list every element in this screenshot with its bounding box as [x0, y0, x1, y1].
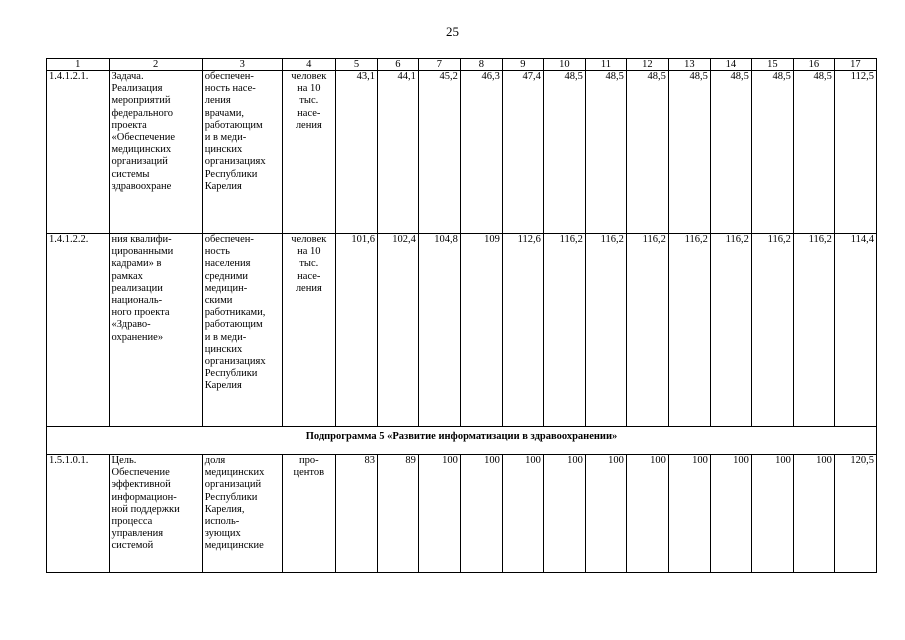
- row-value: 100: [543, 455, 585, 573]
- column-header: 4: [282, 59, 335, 71]
- row-value: 46,3: [460, 71, 502, 234]
- row-value: 104,8: [418, 234, 460, 427]
- row-value: 116,2: [751, 234, 793, 427]
- row-value: 48,5: [751, 71, 793, 234]
- column-header: 10: [543, 59, 585, 71]
- row-value: 89: [377, 455, 418, 573]
- row-code: 1.4.1.2.2.: [47, 234, 110, 427]
- column-header: 16: [793, 59, 834, 71]
- row-unit: человек на 10 тыс. насе- ления: [282, 71, 335, 234]
- row-value: 116,2: [543, 234, 585, 427]
- row-value: 116,2: [626, 234, 668, 427]
- table-row: [47, 71, 877, 234]
- row-name: Цель. Обеспечение эффективной информацион- ной поддержки процесса управления системой: [109, 455, 202, 573]
- row-value: 100: [710, 455, 751, 573]
- row-value: 48,5: [543, 71, 585, 234]
- row-value: 112,6: [502, 234, 543, 427]
- row-code: 1.4.1.2.1.: [47, 71, 110, 234]
- row-value: 109: [460, 234, 502, 427]
- row-value: 48,5: [668, 71, 710, 234]
- section-title: Подпрограмма 5 «Развитие информатизации в здравоохранении»: [47, 427, 877, 455]
- row-value: 48,5: [793, 71, 834, 234]
- row-value: 116,2: [793, 234, 834, 427]
- row-value: 116,2: [710, 234, 751, 427]
- row-code: 1.5.1.0.1.: [47, 455, 110, 573]
- table-row: [47, 234, 877, 427]
- row-value: 112,5: [834, 71, 876, 234]
- row-value: 100: [460, 455, 502, 573]
- column-header: 11: [585, 59, 626, 71]
- column-header: 2: [109, 59, 202, 71]
- column-header: 14: [710, 59, 751, 71]
- row-unit: про- центов: [282, 455, 335, 573]
- row-value: 43,1: [335, 71, 377, 234]
- row-name: Задача. Реализация мероприятий федерального проекта «Обеспечение медицинских организаций системы здравоохране: [109, 71, 202, 234]
- row-value: 47,4: [502, 71, 543, 234]
- row-value: 83: [335, 455, 377, 573]
- indicators-table: [46, 58, 877, 573]
- column-header: 3: [202, 59, 282, 71]
- row-value: 45,2: [418, 71, 460, 234]
- row-value: 44,1: [377, 71, 418, 234]
- column-header: 7: [418, 59, 460, 71]
- row-value: 100: [585, 455, 626, 573]
- column-header: 9: [502, 59, 543, 71]
- row-value: 48,5: [710, 71, 751, 234]
- row-value: 48,5: [585, 71, 626, 234]
- table-row: [47, 455, 877, 573]
- column-header: 13: [668, 59, 710, 71]
- page-number: 25: [446, 24, 459, 39]
- row-value: 100: [793, 455, 834, 573]
- row-value: 48,5: [626, 71, 668, 234]
- column-header: 8: [460, 59, 502, 71]
- row-value: 100: [626, 455, 668, 573]
- row-value: 116,2: [585, 234, 626, 427]
- row-value: 100: [668, 455, 710, 573]
- row-value: 100: [751, 455, 793, 573]
- row-name: ния квалифи- цированными кадрами» в рамках реализации националь- ного проекта «Здраво- охранение»: [109, 234, 202, 427]
- row-indicator: обеспечен- ность населения средними медицин- скими работниками, работающим и в меди- цинских организациях Республики Карелия: [202, 234, 282, 427]
- row-indicator: обеспечен- ность насе- ления врачами, работающим и в меди- цинских организациях Республики Карелия: [202, 71, 282, 234]
- column-header: 17: [834, 59, 876, 71]
- subprogram-section-row: [47, 427, 877, 455]
- column-header: 12: [626, 59, 668, 71]
- column-header: 15: [751, 59, 793, 71]
- row-value: 100: [502, 455, 543, 573]
- column-header: 6: [377, 59, 418, 71]
- column-number-row: [47, 59, 877, 71]
- row-value: 114,4: [834, 234, 876, 427]
- column-header: 5: [335, 59, 377, 71]
- column-header: 1: [47, 59, 110, 71]
- row-value: 101,6: [335, 234, 377, 427]
- row-value: 116,2: [668, 234, 710, 427]
- row-value: 102,4: [377, 234, 418, 427]
- row-unit: человек на 10 тыс. насе- ления: [282, 234, 335, 427]
- row-value: 120,5: [834, 455, 876, 573]
- row-indicator: доля медицинских организаций Республики Карелия, исполь- зующих медицинские: [202, 455, 282, 573]
- row-value: 100: [418, 455, 460, 573]
